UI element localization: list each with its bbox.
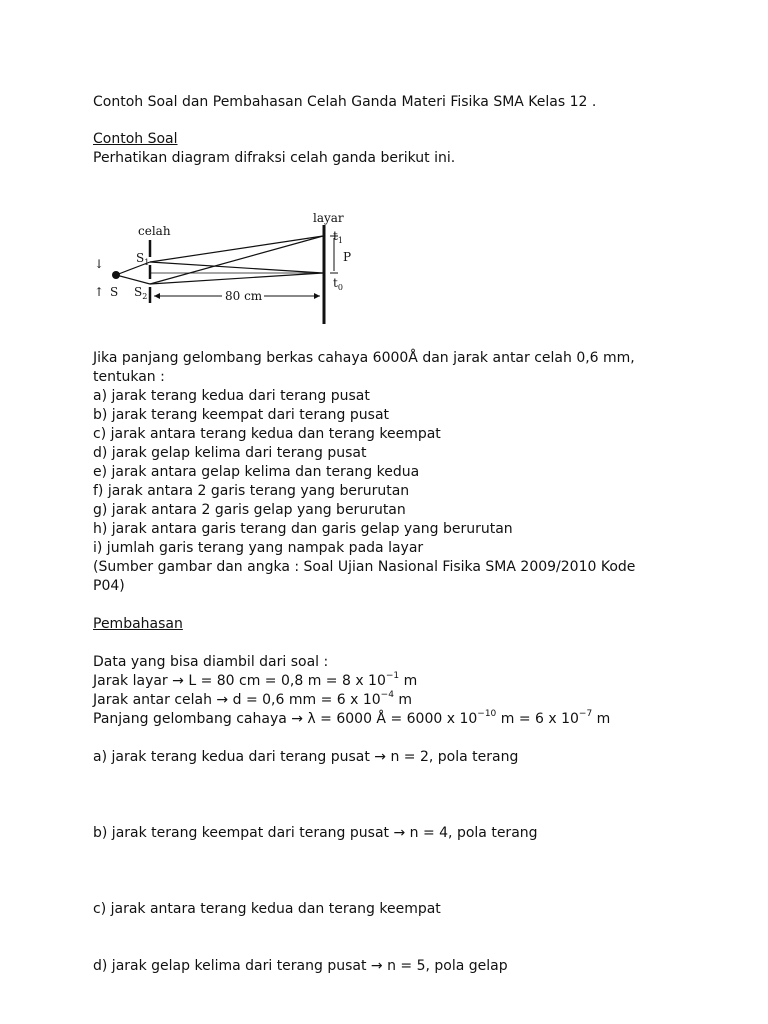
arrow-down: ↓ (94, 257, 105, 271)
label-t1: $t_1$ (333, 229, 343, 245)
ray-s2-t1 (150, 236, 323, 284)
question-item: g) jarak antara 2 garis gelap yang berurutan (93, 502, 406, 518)
ray-source-s2 (116, 275, 150, 284)
source-line-1: (Sumber gambar dan angka : Soal Ujian Nasional Fisika SMA 2009/2010 Kode (93, 559, 636, 575)
source-line-2: P04) (93, 578, 125, 594)
label-t0: $t_0$ (333, 276, 343, 292)
question-item: i) jumlah garis terang yang nampak pada layar (93, 540, 424, 556)
label-layar: layar (313, 211, 344, 225)
ray-s1-t0 (150, 262, 323, 273)
label-distance: 80 cm (225, 289, 263, 303)
question-line-2: tentukan : (93, 369, 165, 385)
data-line-slit-distance: Jarak antar celah → d = 0,6 mm = 6 x $10^{-4}$ m (93, 690, 413, 708)
question-line-1: Jika panjang gelombang berkas cahaya 6000Å dan jarak antar celah 0,6 mm, (93, 350, 635, 366)
data-heading: Data yang bisa diambil dari soal : (93, 654, 329, 670)
question-item: f) jarak antara 2 garis terang yang berurutan (93, 483, 410, 499)
ray-s1-t1 (150, 236, 323, 262)
data-line-screen-distance: Jarak layar → L = 80 cm = 0,8 m = 8 x $10^{-1}$ m (93, 671, 418, 689)
answer-d: d) jarak gelap kelima dari terang pusat → n = 5, pola gelap (93, 958, 508, 974)
section-heading-pembahasan: Pembahasan (93, 616, 183, 632)
section-heading-contoh-soal: Contoh Soal (93, 131, 178, 147)
data-line-wavelength: Panjang gelombang cahaya → λ = 6000 Å = 6000 x $10^{-10}$ m = 6 x $10^{-7}$ m (93, 709, 611, 727)
answer-b: b) jarak terang keempat dari terang pusat → n = 4, pola terang (93, 825, 538, 841)
intro-text: Perhatikan diagram difraksi celah ganda berikut ini. (93, 150, 456, 166)
question-item: b) jarak terang keempat dari terang pusat (93, 407, 390, 423)
document-title: Contoh Soal dan Pembahasan Celah Ganda Materi Fisika SMA Kelas 12 . (93, 94, 597, 110)
question-item: h) jarak antara garis terang dan garis gelap yang berurutan (93, 521, 513, 537)
question-item: e) jarak antara gelap kelima dan terang kedua (93, 464, 420, 480)
label-celah: celah (138, 224, 171, 238)
ray-s2-t0 (150, 273, 323, 284)
label-s1: $S_1$ (136, 251, 150, 267)
answer-c: c) jarak antara terang kedua dan terang keempat (93, 901, 441, 917)
double-slit-diagram (92, 205, 372, 330)
arrow-up: ↑ (94, 285, 105, 299)
answer-a: a) jarak terang kedua dari terang pusat → n = 2, pola terang (93, 749, 519, 765)
label-p: P (343, 250, 352, 264)
question-item: a) jarak terang kedua dari terang pusat (93, 388, 370, 404)
label-s2: $S_2$ (134, 285, 148, 301)
question-item: c) jarak antara terang kedua dan terang keempat (93, 426, 441, 442)
label-s: S (110, 285, 119, 299)
question-item: d) jarak gelap kelima dari terang pusat (93, 445, 367, 461)
